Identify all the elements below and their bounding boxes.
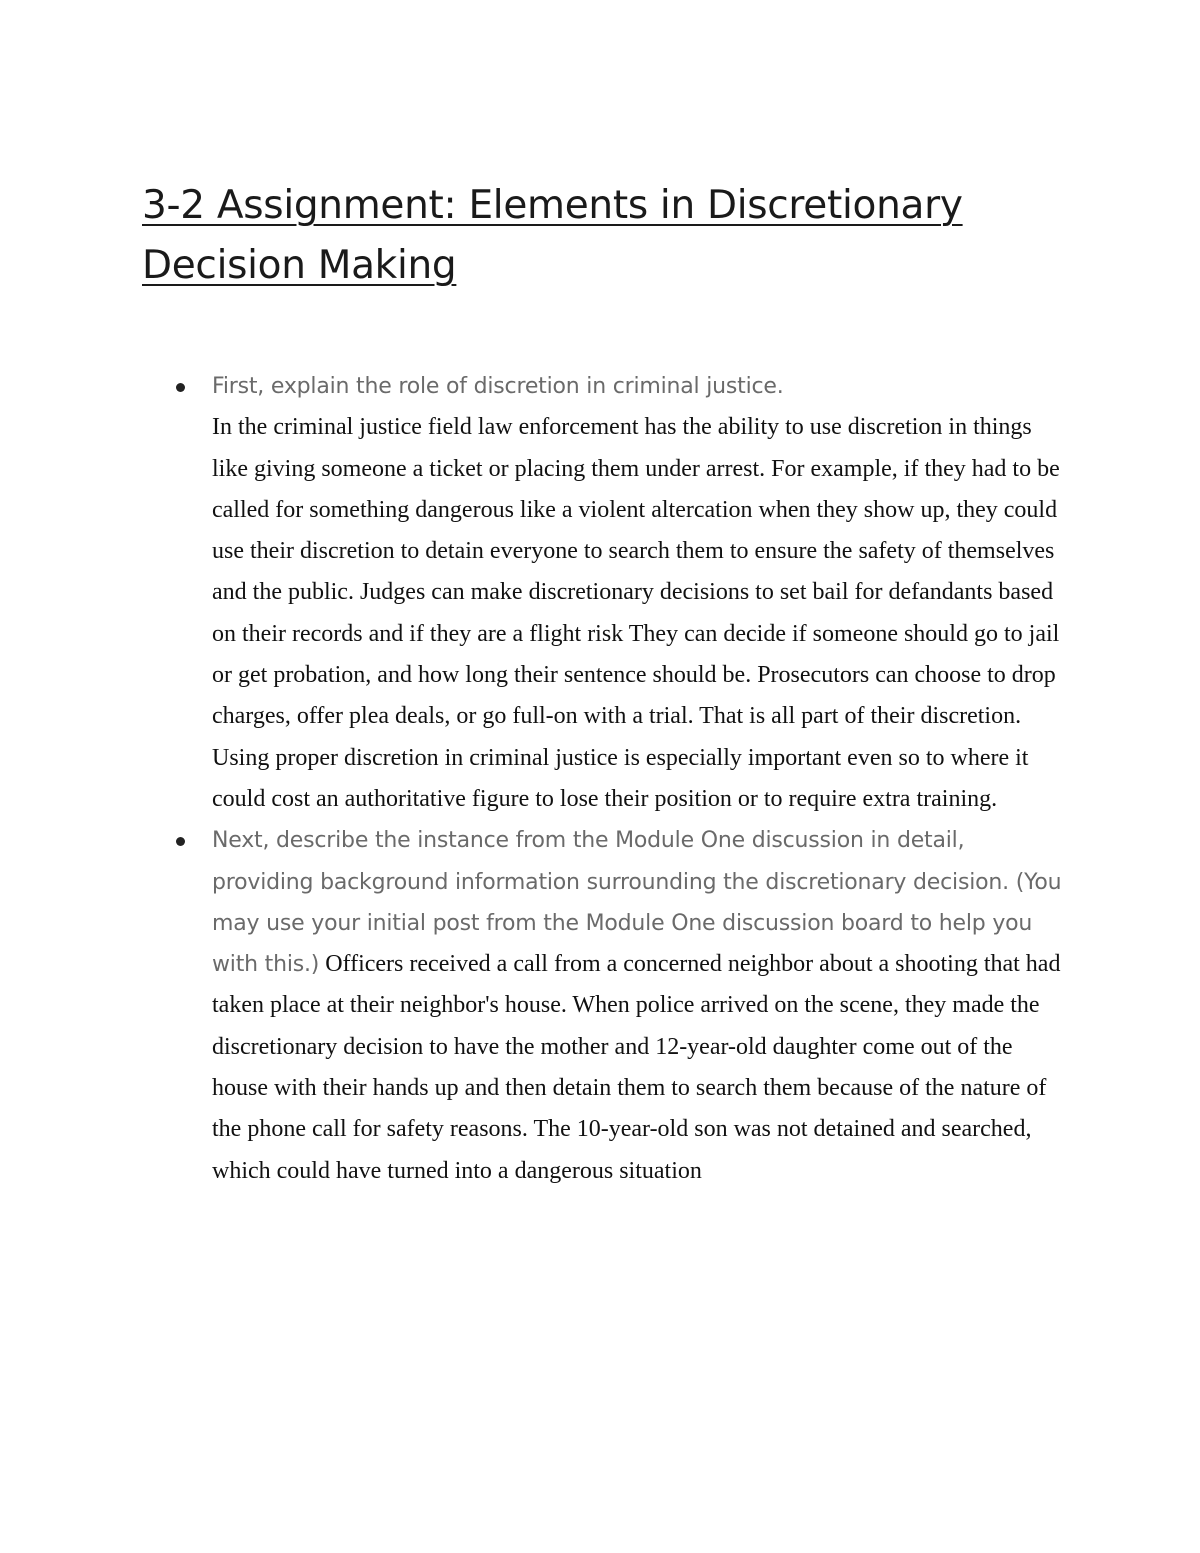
item-response: Officers received a call from a concerned neighbor about a shooting that had taken place at their neighbor's house. When police arrived on the scene, they made the discretionary decision to have the mother and 12-year-old daughter come out of the house with their hands up and then detain them to search them because of the nature of the phone call for safety reasons. The 10-year-old son was not detained and searched, which could have turned into a dangerous situation [212,951,1061,1184]
list-item [212,820,1062,1192]
item-prompt: Next, describe the instance from the Module One discussion in detail, providing background information surrounding the discretionary decision. (You may use your initial post from the Module One discussion board to help you with this.) [212,828,1062,978]
item-response: In the criminal justice field law enforcement has the ability to use discretion in things like giving someone a ticket or placing them under arrest. For example, if they had to be called for something dangerous like a violent altercation when they show up, they could use their discretion to detain everyone to search them to ensure the safety of themselves and the public. Judges can make discretionary decisions to set bail for defandants based on their records and if they are a flight risk They can decide if someone should go to jail or get probation, and how long their sentence should be. Prosecutors can choose to drop charges, offer plea deals, or go full-on with a trial. That is all part of their discretion. Using proper discretion in criminal justice is especially important even so to where it could cost an authoritative figure to lose their position or to require extra training. [212,414,1060,812]
list-item-body [212,820,1062,1192]
list-item [212,366,1062,820]
assignment-list [212,366,1062,1192]
document-title: 3-2 Assignment: Elements in Discretionary Decision Making [142,183,963,288]
item-prompt: First, explain the role of discretion in criminal justice. [212,374,784,399]
bullet-icon [176,383,185,392]
bullet-icon [176,837,185,846]
list-item-body [212,366,1062,820]
